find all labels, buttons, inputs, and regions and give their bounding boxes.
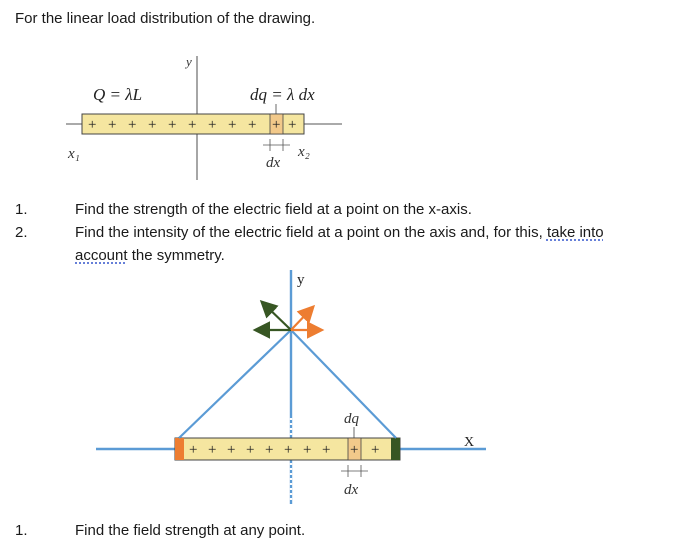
left-field-line <box>179 330 291 438</box>
plus-sign: + <box>88 117 97 133</box>
plus-sign: + <box>265 442 274 458</box>
left-end-element <box>175 438 184 460</box>
question-2-number: 2. <box>15 224 28 241</box>
question-1-number: 1. <box>15 201 28 218</box>
axis-x-label: X <box>464 435 475 450</box>
underlined-phrase: take into <box>546 224 604 241</box>
figure-symmetry <box>90 268 490 518</box>
dq-formula: dq = λ dx <box>250 85 315 104</box>
x2-label: x₂ <box>298 144 310 160</box>
plus-sign: + <box>208 117 217 133</box>
x1-label: x₁ <box>68 146 80 162</box>
orange-field-vector <box>291 308 312 330</box>
plus-sign: + <box>371 442 380 458</box>
dx-label: dx <box>266 155 281 171</box>
plus-sign: + <box>322 442 331 458</box>
plus-sign: + <box>188 117 197 133</box>
figure-rod-distribution <box>60 44 360 184</box>
plus-sign: + <box>108 117 117 133</box>
plus-sign: + <box>288 117 297 133</box>
question-2-text: Find the intensity of the electric field at a point on the axis and, for this, take into <box>75 224 604 241</box>
green-field-vector <box>263 303 291 330</box>
plus-sign: + <box>168 117 177 133</box>
axis-y-label: y <box>186 54 192 69</box>
dq-label: dq <box>344 411 359 427</box>
plus-sign: + <box>228 117 237 133</box>
plus-sign: + <box>350 442 359 458</box>
intro-text: For the linear load distribution of the drawing. <box>15 10 316 27</box>
underlined-phrase: account <box>75 247 128 264</box>
dx-label: dx <box>344 482 359 498</box>
plus-sign: + <box>248 117 257 133</box>
right-end-element <box>391 438 400 460</box>
question-3-number: 1. <box>15 522 28 539</box>
question-2-continuation: account the symmetry. <box>75 247 225 264</box>
axis-y-label: y <box>297 272 305 288</box>
question-1-text: Find the strength of the electric field at a point on the x-axis. <box>75 201 472 218</box>
plus-sign: + <box>227 442 236 458</box>
plus-sign: + <box>272 117 281 133</box>
plus-sign: + <box>189 442 198 458</box>
plus-sign: + <box>246 442 255 458</box>
plus-sign: + <box>303 442 312 458</box>
plus-sign: + <box>148 117 157 133</box>
question-3-text: Find the field strength at any point. <box>75 522 306 539</box>
plus-sign: + <box>284 442 293 458</box>
plus-sign: + <box>208 442 217 458</box>
charge-formula: Q = λL <box>93 85 143 104</box>
plus-sign: + <box>128 117 137 133</box>
